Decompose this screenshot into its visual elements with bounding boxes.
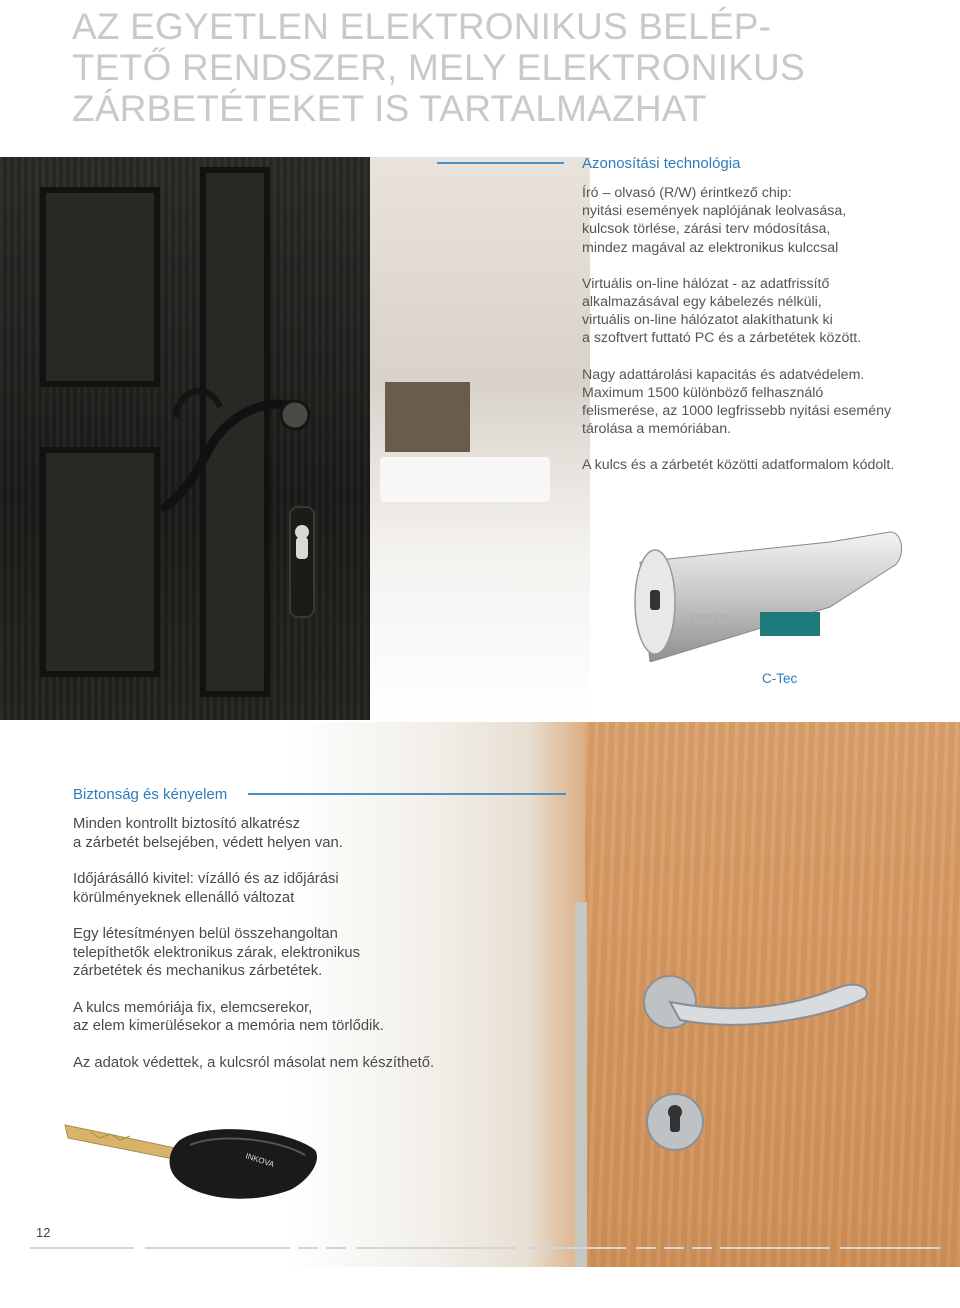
- footer-rule: [840, 1247, 940, 1249]
- text-line: tárolása a memóriában.: [582, 421, 732, 438]
- text-line: Az adatok védettek, a kulcsról másolat nem készíthető.: [73, 1054, 435, 1071]
- page-number: 12: [36, 1225, 51, 1240]
- text-line: telepíthetők elektronikus zárak, elektronikus: [73, 944, 361, 961]
- door-panel-upper: [40, 187, 160, 387]
- safety-paragraph-5: [73, 1054, 434, 1073]
- electronic-key-image: [60, 1110, 330, 1210]
- footer-rule: [298, 1247, 318, 1249]
- text-line: nyitási események naplójának leolvasása,: [582, 203, 847, 220]
- safety-text: [73, 815, 434, 1090]
- headline-line-1: AZ EGYETLEN ELEKTRONIKUS BELÉP-: [72, 6, 772, 47]
- text-line: Minden kontrollt biztosító alkatrész: [73, 816, 300, 832]
- text-line: Nagy adattárolási kapacitás és adatvédelem.: [582, 366, 865, 383]
- section-title-tech: Azonosítási technológia: [582, 155, 741, 172]
- door-handle-icon: [150, 387, 370, 637]
- tech-paragraph-4: [582, 456, 894, 474]
- safety-paragraph-2: [73, 870, 434, 907]
- text-line: mindez magával az elektronikus kulccsal: [582, 239, 839, 256]
- footer-rule: [720, 1247, 830, 1249]
- text-line: Virtuális on-line hálózat - az adatfrissítő: [582, 275, 830, 292]
- text-line: felismerése, az 1000 legfrissebb nyitási esemény: [582, 403, 892, 420]
- footer-rule: [145, 1247, 290, 1249]
- text-line: A kulcs memóriája fix, elemcserekor,: [73, 999, 313, 1016]
- section-rule: [437, 162, 564, 164]
- footer-rule: [636, 1247, 656, 1249]
- text-line: körülményeknek ellenálló változat: [73, 889, 295, 906]
- lever-handle-icon: [640, 962, 940, 1172]
- tech-paragraph-1: [582, 184, 894, 257]
- text-line: Író – olvasó (R/W) érintkező chip:: [582, 185, 792, 201]
- section-title-safety: Biztonság és kényelem: [73, 786, 228, 803]
- text-line: kulcsok törlése, zárási terv módosítása,: [582, 221, 831, 238]
- text-line: alkalmazásával egy kábelezés nélküli,: [582, 294, 822, 311]
- cylinder-label: ECOVSTO: [690, 613, 729, 622]
- section-rule: [248, 793, 566, 795]
- key-brand-label: INKOVA: [244, 1151, 276, 1170]
- headline-line-3: ZÁRBETÉTEKET IS TARTALMAZHAT: [72, 88, 707, 129]
- room-table: [380, 457, 550, 502]
- text-line: a szoftvert futtató PC és a zárbetétek között.: [582, 330, 862, 347]
- safety-paragraph-1: [73, 815, 434, 852]
- text-line: Maximum 1500 különböző felhasználó: [582, 384, 824, 401]
- cylinder-caption: C-Tec: [762, 671, 798, 686]
- footer-rule: [356, 1247, 516, 1249]
- text-line: zárbetétek és mechanikus zárbetétek.: [73, 963, 323, 979]
- tech-paragraph-2: [582, 275, 894, 348]
- text-line: az elem kimerülésekor a memória nem törlődik.: [73, 1018, 384, 1034]
- footer-rule: [30, 1247, 134, 1249]
- safety-paragraph-4: [73, 999, 434, 1036]
- text-line: a zárbetét belsejében, védett helyen van.: [73, 834, 343, 851]
- footer-rule: [664, 1247, 684, 1249]
- footer-rule: [326, 1247, 346, 1249]
- text-line: Egy létesítményen belül összehangoltan: [73, 926, 338, 942]
- lock-cylinder-image: [630, 512, 910, 662]
- footer-rule: [526, 1247, 626, 1249]
- text-line: virtuális on-line hálózatot alakíthatunk ki: [582, 312, 833, 329]
- door-edge: [575, 902, 587, 1267]
- text-line: Időjárásálló kivitel: vízálló és az időjárási: [73, 871, 339, 887]
- tech-paragraph-3: [582, 366, 894, 439]
- text-line: A kulcs és a zárbetét közötti adatformalom kódolt.: [582, 457, 895, 474]
- tech-text: [582, 184, 894, 493]
- safety-paragraph-3: [73, 925, 434, 981]
- headline-line-2: TETŐ RENDSZER, MELY ELEKTRONIKUS: [72, 47, 805, 88]
- footer-rule: [692, 1247, 712, 1249]
- door-panel-lower: [40, 447, 160, 677]
- fireplace: [385, 382, 470, 452]
- page-headline: [72, 6, 952, 129]
